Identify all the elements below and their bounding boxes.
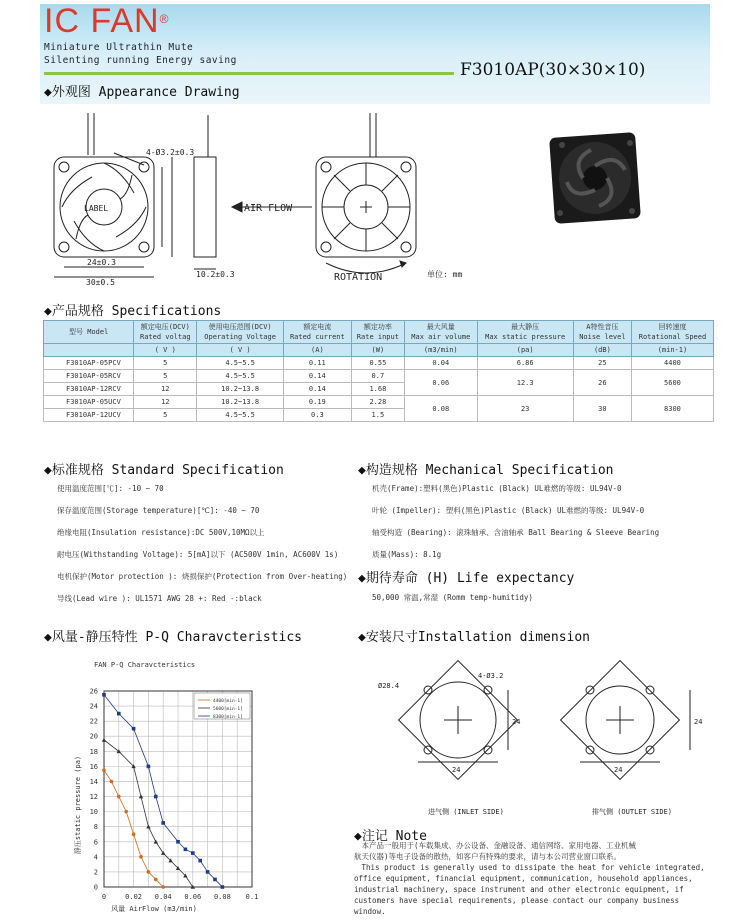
chart-title: FAN P-Q Charavcteristics	[94, 661, 196, 669]
y-tick-label: 6	[93, 838, 98, 847]
data-point	[198, 859, 202, 863]
x-tick-label: 0	[101, 893, 107, 901]
data-point	[117, 712, 121, 716]
install-24-c: 24	[614, 766, 623, 774]
label-text: LABEL	[84, 204, 109, 213]
section-pq: ◆风量-静压特性 P-Q Charavcteristics	[44, 630, 303, 645]
data-point	[221, 885, 225, 889]
data-point	[132, 832, 136, 836]
slogan-line-1: Miniature Ultrathin Mute	[44, 42, 194, 53]
data-point	[124, 810, 128, 814]
install-drawing	[358, 650, 714, 820]
y-tick-label: 2	[93, 868, 98, 877]
x-tick-label: 0.02	[125, 893, 143, 901]
data-point	[110, 780, 114, 784]
y-tick-label: 12	[89, 793, 98, 802]
th-rate-input: 额定功率 Rate input	[351, 321, 404, 344]
y-tick-label: 8	[93, 823, 98, 832]
standard-line: 耐电压(Withstanding Voltage): 5[mA]以下 (AC500V 1min, AC600V 1s)	[57, 550, 339, 559]
th-max-pressure: 最大静压 Max static pressure	[477, 321, 573, 344]
data-point	[102, 738, 106, 742]
data-point	[132, 727, 136, 731]
legend-entry: 4400[min-1]	[213, 699, 243, 704]
x-tick-label: 0.1	[245, 893, 259, 901]
spec-table	[43, 320, 714, 422]
data-point	[191, 851, 195, 855]
th-max-air: 最大风量 Max air volume	[405, 321, 477, 344]
x-tick-label: 0.08	[213, 893, 231, 901]
dim-hole-label: 4-Ø3.2±0.3	[146, 148, 195, 157]
install-24-d: 24	[694, 718, 703, 726]
install-hole: 4-Ø3.2	[478, 672, 504, 680]
section-mechanical: ◆构造规格 Mechanical Specification	[358, 463, 614, 478]
mechanical-line: 质量(Mass): 8.1g	[372, 550, 442, 559]
model-title: F3010AP(30×30×10)	[460, 60, 646, 80]
th-speed: 回转速度 Rotational Speed	[631, 321, 713, 344]
table-row: F3010AP-05PCV 5 4.5~5.5 0.11 0.55 0.04 6.86 25 4400	[44, 357, 714, 370]
note-line: office equipment, financial equipment, communication, household appliances,	[354, 874, 693, 883]
table-row: F3010AP-12RCV 12 10.2~13.8 0.14 1.68	[44, 383, 714, 396]
section-standard: ◆标准规格 Standard Specification	[44, 463, 284, 478]
unit-a: (A)	[284, 344, 352, 357]
dim-10-label: 10.2±0.3	[196, 270, 235, 279]
data-point	[161, 885, 165, 889]
mechanical-line: 叶轮 (Impeller): 塑料(黑色)Plastic (Black) UL难燃的等级: UL94V-0	[372, 506, 645, 515]
install-dia: Ø28.4	[378, 682, 400, 690]
y-tick-label: 26	[89, 687, 98, 696]
data-point	[184, 848, 188, 852]
dim-30-label: 30±0.5	[86, 278, 115, 287]
y-tick-label: 14	[89, 777, 98, 786]
note-line: customers have special requirements, please contact our company business window.	[354, 896, 680, 916]
unit-v2: ( V )	[197, 344, 284, 357]
data-point	[206, 870, 210, 874]
y-tick-label: 24	[89, 702, 98, 711]
header-divider	[44, 72, 454, 75]
unit-db: (dB)	[573, 344, 631, 357]
section-appearance: ◆外观图 Appearance Drawing	[44, 85, 240, 100]
unit-label: 单位: mm	[427, 270, 463, 279]
data-point	[161, 851, 165, 855]
data-point	[117, 795, 121, 799]
unit-pa: (pa)	[477, 344, 573, 357]
unit-min: (min-1)	[631, 344, 713, 357]
standard-line: 导线(Lead wire ): UL1571 AWG 28 +: Red -:black	[57, 594, 262, 603]
th-operating-voltage: 使用电压范围(DCV) Operating Voltage	[197, 321, 284, 344]
standard-line: 绝缘电阻(Insulation resistance):DC 500V,10MΩ以上	[57, 528, 265, 537]
brand-logo: IC FAN®	[44, 2, 170, 40]
y-tick-label: 20	[89, 732, 98, 741]
data-point	[147, 870, 151, 874]
data-point	[154, 878, 158, 882]
data-point	[154, 795, 158, 799]
y-tick-label: 18	[89, 747, 98, 756]
section-specifications: ◆产品规格 Specifications	[44, 304, 222, 319]
data-point	[176, 840, 180, 844]
dim-24-label: 24±0.3	[87, 258, 116, 267]
standard-line: 保存温度范围(Storage temperature)[℃]: -40 ~ 70	[57, 506, 260, 515]
airflow-label: AIR FLOW	[244, 203, 293, 214]
install-24-b: 24	[512, 718, 521, 726]
install-outlet: 排气侧 (OUTLET SIDE)	[592, 808, 673, 816]
table-row: F3010AP-12UCV 5 4.5~5.5 0.3 1.5	[44, 409, 714, 422]
data-point	[161, 821, 165, 825]
life-text: 50,000 常温,常湿 (Romm temp-humitidy)	[372, 593, 533, 602]
slogan-line-2: Silenting running Energy saving	[44, 55, 237, 66]
pq-chart	[44, 655, 344, 917]
data-point	[139, 855, 143, 859]
y-tick-label: 0	[93, 883, 98, 892]
standard-line: 电机保护(Motor protection ): 烧损保护(Protection from Over-heating)	[57, 572, 348, 581]
note-line: industrial machinery, space instrument and other electronic equipment, if	[354, 885, 684, 894]
install-inlet: 进气侧 (INLET SIDE)	[428, 808, 504, 816]
chart-xlabel: 风量 AirFlow (m3/min)	[111, 905, 197, 913]
y-tick-label: 4	[93, 853, 98, 862]
x-tick-label: 0.04	[154, 893, 172, 901]
unit-w: (W)	[351, 344, 404, 357]
x-tick-label: 0.06	[184, 893, 202, 901]
mechanical-line: 机壳(Frame):塑料(黑色)Plastic (Black) UL难燃的等级: UL94V-0	[372, 484, 622, 493]
fan-photo	[549, 132, 641, 224]
legend-entry: 5600[min-1]	[213, 707, 243, 712]
section-install: ◆安装尺寸Installation dimension	[358, 630, 591, 645]
rotation-label: ROTATION	[334, 272, 383, 283]
table-row: F3010AP-05UCV 12 10.2~13.8 0.19 2.28 0.08 23 30 8300	[44, 396, 714, 409]
y-tick-label: 22	[89, 717, 98, 726]
note-line: 本产品一般用于(车载集成、办公设备、金融设备、通信网络、家用电器、工业机械	[361, 841, 637, 850]
th-rated-voltage: 额定电压(DCV) Rated voltag	[134, 321, 197, 344]
th-rated-current: 额定电流 Rated current	[284, 321, 352, 344]
chart-ylabel: 静压static pressure (pa)	[74, 755, 82, 855]
note-line: 航天仪器)等电子设备的散热，如客户有特殊的要求，请与本公司营业窗口联系。	[354, 852, 622, 861]
appearance-drawing	[44, 105, 710, 295]
unit-m3: (m3/min)	[405, 344, 477, 357]
unit-v1: ( V )	[134, 344, 197, 357]
note-line: This product is generally used to dissipate the heat for vehicle integrated,	[361, 863, 705, 872]
mechanical-line: 轴受构造 (Bearing): 滚珠轴承、含油轴承 Ball Bearing & Sleeve Bearing	[372, 528, 660, 537]
install-24-a: 24	[452, 766, 461, 774]
data-point	[213, 878, 217, 882]
table-header-row	[44, 321, 714, 344]
legend-entry: 8300[min-1]	[213, 715, 243, 720]
standard-line: 使用温度范围[℃]: -10 ~ 70	[57, 484, 164, 493]
table-row: F3010AP-05RCV 5 4.5~5.5 0.14 0.7 0.06 12.3 26 5600	[44, 370, 714, 383]
note-body	[354, 840, 714, 917]
data-point	[147, 765, 151, 769]
th-noise: A特性音压 Noise level	[573, 321, 631, 344]
section-life: ◆期待寿命 (H) Life expectancy	[358, 571, 575, 586]
table-unit-row	[44, 344, 714, 357]
y-tick-label: 10	[89, 808, 98, 817]
data-point	[102, 693, 106, 697]
data-point	[102, 768, 106, 772]
th-model: 型号 Model	[44, 321, 134, 344]
y-tick-label: 16	[89, 762, 98, 771]
section-note: ◆注记 Note	[354, 829, 427, 844]
